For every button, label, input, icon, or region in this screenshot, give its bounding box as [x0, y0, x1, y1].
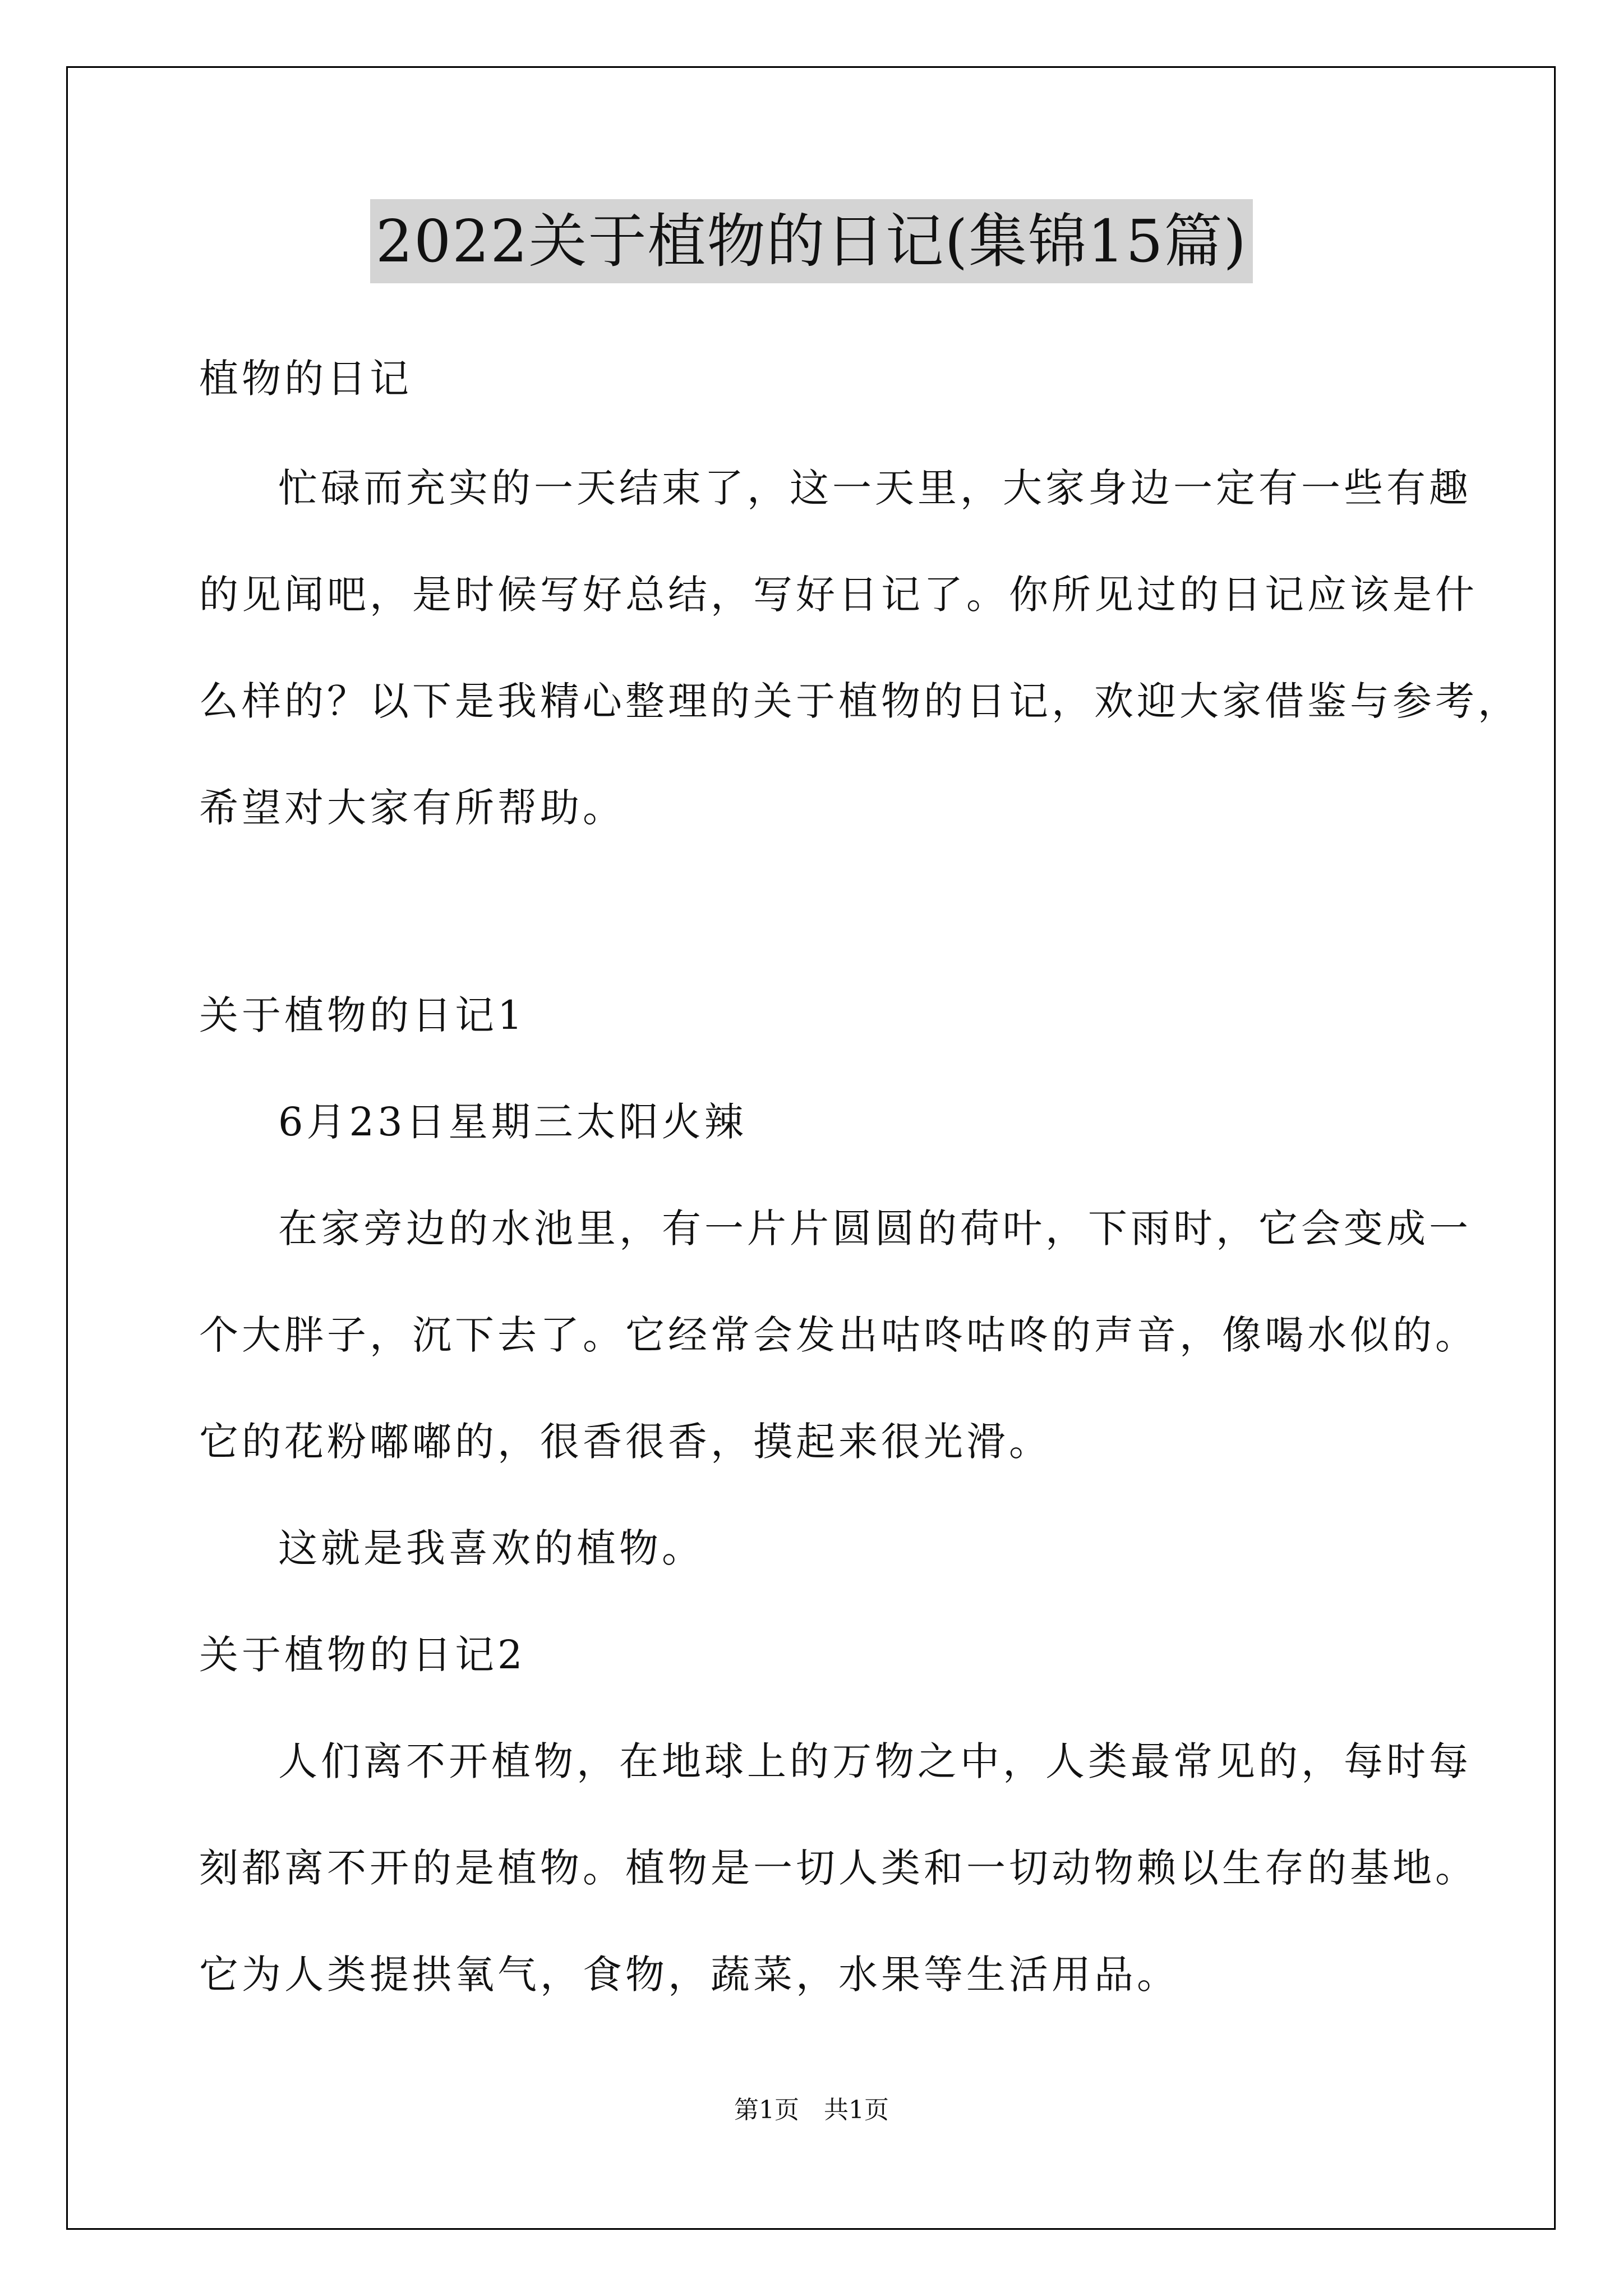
- intro-paragraph-line: 希望对大家有所帮助。: [199, 785, 625, 831]
- section-heading-2: 关于植物的日记2: [199, 1632, 526, 1678]
- section-heading-1: 关于植物的日记1: [199, 992, 526, 1038]
- section-1-closing-line: 这就是我喜欢的植物。: [278, 1525, 704, 1571]
- intro-paragraph-line: 忙碌而充实的一天结束了，这一天里，大家身边一定有一些有趣: [278, 465, 1472, 511]
- intro-heading: 植物的日记: [199, 356, 412, 402]
- section-1-paragraph-line: 在家旁边的水池里，有一片片圆圆的荷叶，下雨时，它会变成一: [278, 1205, 1472, 1251]
- page-footer: 第1页 共1页: [734, 2096, 889, 2124]
- section-2-paragraph-line: 人们离不开植物，在地球上的万物之中，人类最常见的，每时每: [278, 1738, 1472, 1784]
- section-2-paragraph-line: 刻都离不开的是植物。植物是一切人类和一切动物赖以生存的基地。: [199, 1845, 1478, 1891]
- title-container: [0, 199, 1623, 283]
- diary-date-line: 6月23日星期三太阳火辣: [278, 1099, 747, 1145]
- intro-paragraph-line: 么样的？以下是我精心整理的关于植物的日记，欢迎大家借鉴与参考，: [199, 678, 1520, 724]
- section-1-paragraph-line: 它的花粉嘟嘟的，很香很香，摸起来很光滑。: [199, 1419, 1052, 1465]
- document-title: 2022关于植物的日记(集锦15篇): [370, 199, 1253, 283]
- section-1-paragraph-line: 个大胖子，沉下去了。它经常会发出咕咚咕咚的声音，像喝水似的。: [199, 1312, 1478, 1358]
- section-2-paragraph-line: 它为人类提拱氧气，食物，蔬菜，水果等生活用品。: [199, 1952, 1179, 1998]
- intro-paragraph-line: 的见闻吧，是时候写好总结，写好日记了。你所见过的日记应该是什: [199, 572, 1478, 618]
